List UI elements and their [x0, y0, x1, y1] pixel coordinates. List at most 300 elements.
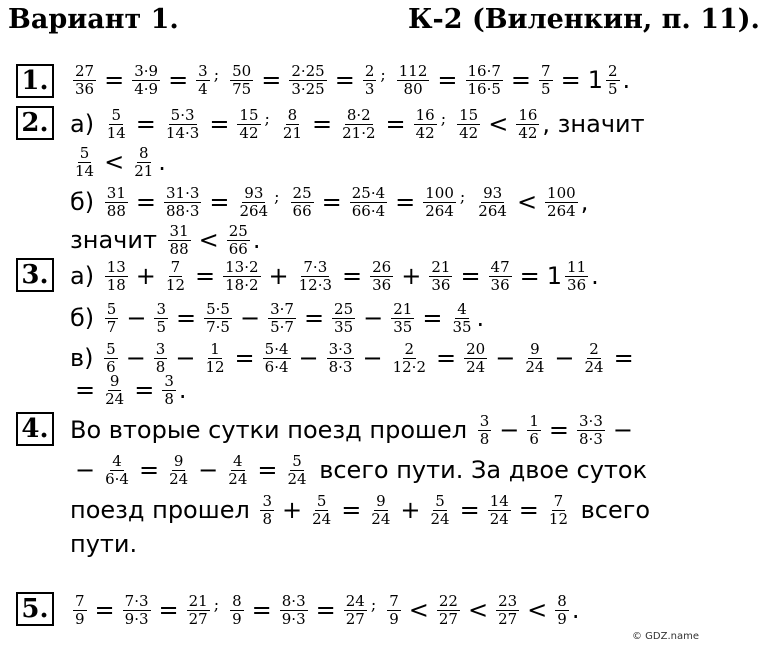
fraction — [370, 257, 393, 294]
fraction — [132, 61, 160, 98]
math-operator: − — [126, 304, 147, 332]
math-operator: = — [176, 304, 197, 332]
watermark: © GDZ.name — [632, 631, 700, 642]
fraction — [196, 61, 210, 98]
fraction — [105, 299, 119, 336]
text-fragment: б) — [70, 188, 102, 216]
numerator: 11 — [567, 257, 587, 276]
denominator: 24 — [584, 357, 604, 376]
text-fragment: . — [252, 226, 261, 254]
denominator: 264 — [425, 201, 454, 220]
math-operator: − — [198, 456, 219, 484]
fraction — [391, 299, 414, 336]
fraction — [223, 257, 260, 294]
numerator: 2 — [589, 339, 599, 358]
denominator: 7·5 — [206, 317, 230, 336]
fraction — [327, 339, 355, 376]
fraction — [167, 451, 190, 488]
text-fragment: . — [622, 66, 631, 94]
numerator: 5·4 — [264, 339, 289, 358]
numerator: 2 — [607, 61, 618, 80]
numerator: 1 — [210, 339, 220, 358]
numerator: 8 — [138, 143, 149, 162]
math-operator: = — [257, 456, 278, 484]
numerator: 3·3 — [579, 411, 603, 430]
denominator: 12·3 — [298, 275, 333, 294]
math-operator: = — [560, 66, 581, 94]
fraction — [363, 61, 377, 98]
fraction — [397, 61, 430, 98]
math-operator: = — [395, 188, 416, 216]
fraction — [268, 299, 296, 336]
fraction — [478, 411, 492, 448]
text-fragment: всего пути. За двое суток — [311, 456, 648, 484]
numerator: 22 — [438, 591, 458, 610]
denominator: 36 — [431, 275, 451, 294]
fraction — [387, 591, 401, 628]
fraction — [123, 591, 151, 628]
separator: ; — [370, 594, 377, 614]
math-operator: − — [125, 344, 146, 372]
fraction — [457, 105, 480, 142]
numerator: 31 — [169, 221, 189, 240]
denominator: 42 — [415, 123, 435, 142]
denominator: 3·25 — [291, 79, 325, 98]
denominator: 264 — [239, 201, 269, 220]
numerator: 5 — [106, 299, 117, 318]
math-operator: = — [436, 344, 457, 372]
fraction — [204, 299, 232, 336]
fraction — [103, 451, 131, 488]
denominator: 8·3 — [579, 429, 603, 448]
denominator: 42 — [518, 123, 538, 142]
fraction — [227, 221, 250, 258]
fraction — [168, 221, 191, 258]
numerator: 20 — [466, 339, 486, 358]
fraction — [164, 105, 201, 142]
numerator: 7 — [389, 591, 399, 610]
numerator: 5 — [316, 491, 327, 510]
math-operator: < — [198, 226, 219, 254]
denominator: 24 — [525, 357, 545, 376]
fraction — [105, 105, 128, 142]
denominator: 9 — [232, 609, 242, 628]
denominator: 35 — [452, 317, 472, 336]
numerator: 3 — [262, 491, 272, 510]
fraction — [162, 371, 176, 408]
fraction — [73, 591, 87, 628]
numerator: 5·3 — [170, 105, 195, 124]
fraction — [226, 451, 249, 488]
math-operator: = — [342, 262, 363, 290]
math-line — [70, 298, 484, 338]
fraction — [369, 491, 392, 528]
text-fragment: , — [580, 188, 589, 216]
denominator: 9 — [557, 609, 567, 628]
problem-4-number: 4. — [16, 412, 54, 446]
fraction — [73, 61, 96, 98]
math-operator: = — [234, 344, 255, 372]
denominator: 9·3 — [281, 609, 306, 628]
math-operator: = — [548, 416, 570, 444]
denominator: 12 — [548, 509, 568, 528]
denominator: 35 — [393, 317, 413, 336]
fraction — [555, 591, 569, 628]
denominator: 3 — [364, 79, 375, 98]
math-operator: = — [209, 110, 230, 138]
numerator: 1 — [529, 411, 539, 430]
math-operator: − — [298, 344, 319, 372]
math-line — [70, 142, 166, 182]
denominator: 5 — [607, 79, 618, 98]
numerator: 3 — [156, 299, 166, 318]
math-operator: = — [261, 66, 282, 94]
fraction — [105, 257, 128, 294]
fraction — [263, 339, 291, 376]
math-operator: − — [499, 416, 520, 444]
fraction — [238, 183, 271, 220]
math-line — [70, 524, 137, 564]
text-fragment: б) — [70, 304, 102, 332]
math-operator: = — [315, 596, 336, 624]
fraction — [539, 61, 553, 98]
text-fragment: , значит — [542, 110, 645, 138]
numerator: 16 — [518, 105, 538, 124]
denominator: 7 — [106, 317, 117, 336]
math-operator: − — [612, 416, 633, 444]
fraction — [260, 491, 274, 528]
problem-5-number: 5. — [16, 592, 54, 626]
math-operator: = — [510, 66, 532, 94]
math-operator: < — [104, 148, 125, 176]
numerator: 9 — [109, 371, 120, 390]
fraction — [429, 491, 452, 528]
math-line — [70, 220, 260, 260]
denominator: 12 — [165, 275, 185, 294]
denominator: 42 — [459, 123, 479, 142]
numerator: 93 — [483, 183, 503, 202]
numerator: 21 — [188, 591, 208, 610]
fraction — [310, 491, 333, 528]
denominator: 16·5 — [467, 79, 501, 98]
text-fragment: а) — [70, 262, 102, 290]
numerator: 93 — [244, 183, 264, 202]
text-fragment: пути. — [70, 530, 138, 558]
fraction — [154, 299, 168, 336]
fraction — [203, 339, 226, 376]
numerator: 23 — [498, 591, 518, 610]
denominator: 21·2 — [342, 123, 376, 142]
math-operator: = — [459, 496, 480, 524]
fraction — [164, 183, 201, 220]
fraction — [297, 257, 334, 294]
numerator: 4 — [233, 451, 243, 470]
denominator: 36 — [567, 275, 587, 294]
denominator: 6 — [106, 357, 116, 376]
math-operator: = — [518, 496, 539, 524]
denominator: 264 — [478, 201, 507, 220]
math-operator: − — [495, 344, 516, 372]
fraction — [237, 105, 260, 142]
fraction — [489, 257, 512, 294]
math-operator: − — [362, 344, 383, 372]
numerator: 27 — [75, 61, 95, 80]
fraction — [527, 411, 541, 448]
denominator: 6·4 — [105, 469, 129, 488]
numerator: 3 — [164, 371, 174, 390]
numerator: 31 — [106, 183, 126, 202]
text-fragment: . — [178, 376, 187, 404]
problem-2-number: 2. — [16, 106, 54, 140]
page-title: К-2 (Виленкин, п. 11). — [408, 4, 760, 35]
denominator: 264 — [547, 201, 576, 220]
numerator: 7 — [553, 491, 564, 510]
denominator: 24 — [228, 469, 248, 488]
numerator: 5 — [292, 451, 302, 470]
fraction — [577, 411, 605, 448]
numerator: 26 — [372, 257, 392, 276]
denominator: 24 — [489, 509, 509, 528]
math-operator: < — [488, 110, 509, 138]
math-operator: = — [94, 596, 115, 624]
separator: ; — [274, 186, 280, 206]
separator: ; — [380, 64, 386, 84]
math-operator: + — [281, 496, 303, 524]
numerator: 2 — [404, 339, 415, 358]
math-operator: < — [516, 188, 538, 216]
math-operator: = — [437, 66, 458, 94]
numerator: 7 — [75, 591, 85, 610]
math-operator: = — [519, 262, 540, 290]
math-line — [70, 590, 579, 630]
fraction — [132, 143, 155, 180]
denominator: 36 — [490, 275, 510, 294]
numerator: 2·25 — [291, 61, 325, 80]
denominator: 88 — [169, 239, 189, 258]
text-fragment: а) — [70, 110, 102, 138]
denominator: 5 — [541, 79, 551, 98]
math-operator: − — [175, 344, 196, 372]
denominator: 24 — [430, 509, 450, 528]
denominator: 5·7 — [270, 317, 294, 336]
whole-number: 1 — [546, 262, 563, 290]
numerator: 14 — [489, 491, 509, 510]
denominator: 18·2 — [225, 275, 259, 294]
numerator: 3·9 — [134, 61, 159, 80]
math-operator: − — [239, 304, 261, 332]
denominator: 5 — [156, 317, 166, 336]
fraction — [476, 183, 509, 220]
math-operator: = — [251, 596, 272, 624]
fraction — [516, 105, 539, 142]
denominator: 24 — [312, 509, 332, 528]
denominator: 8 — [164, 389, 174, 408]
math-operator: = — [135, 188, 156, 216]
numerator: 13·2 — [225, 257, 259, 276]
denominator: 21 — [282, 123, 302, 142]
math-operator: = — [312, 110, 333, 138]
numerator: 8·3 — [281, 591, 306, 610]
math-line — [70, 104, 645, 144]
problem-1-number: 1. — [16, 64, 54, 98]
numerator: 8 — [232, 591, 242, 610]
denominator: 4·9 — [134, 79, 159, 98]
math-operator: = — [209, 188, 230, 216]
fraction — [230, 61, 253, 98]
denominator: 24 — [105, 389, 125, 408]
fraction — [187, 591, 210, 628]
denominator: 9 — [75, 609, 85, 628]
denominator: 35 — [334, 317, 354, 336]
numerator: 7·3 — [303, 257, 328, 276]
numerator: 5·5 — [206, 299, 230, 318]
numerator: 5 — [79, 143, 90, 162]
fraction — [437, 591, 460, 628]
fraction — [281, 105, 304, 142]
math-operator: = — [385, 110, 406, 138]
variant-title: Вариант 1. — [8, 4, 179, 35]
numerator: 9 — [376, 491, 386, 510]
denominator: 66 — [228, 239, 248, 258]
fraction — [280, 591, 308, 628]
math-operator: + — [401, 262, 422, 290]
denominator: 36 — [372, 275, 392, 294]
numerator: 9 — [173, 451, 184, 470]
math-operator: = — [134, 376, 155, 404]
numerator: 25 — [334, 299, 354, 318]
whole-number: 1 — [587, 66, 603, 94]
fraction — [289, 61, 326, 98]
numerator: 25·4 — [351, 183, 386, 202]
denominator: 14 — [106, 123, 126, 142]
fraction — [423, 183, 456, 220]
separator: ; — [459, 186, 466, 206]
math-line — [70, 410, 638, 450]
text-fragment: . — [591, 262, 599, 290]
denominator: 80 — [403, 79, 423, 98]
numerator: 24 — [345, 591, 365, 610]
fraction — [606, 61, 620, 98]
numerator: 7 — [170, 257, 181, 276]
fraction — [565, 257, 588, 294]
denominator: 8 — [479, 429, 490, 448]
text-fragment: . — [476, 304, 485, 332]
numerator: 5 — [106, 339, 116, 358]
math-operator: = — [303, 304, 325, 332]
fraction — [291, 183, 314, 220]
numerator: 100 — [425, 183, 454, 202]
math-operator: < — [467, 596, 489, 624]
fraction — [340, 105, 377, 142]
fraction — [547, 491, 570, 528]
fraction — [103, 371, 126, 408]
numerator: 9 — [530, 339, 540, 358]
text-fragment: поезд прошел — [70, 496, 258, 524]
denominator: 88·3 — [166, 201, 200, 220]
fraction — [545, 183, 578, 220]
fraction — [230, 591, 244, 628]
math-operator: = — [138, 456, 160, 484]
fraction — [350, 183, 387, 220]
numerator: 3·3 — [328, 339, 353, 358]
denominator: 27 — [498, 609, 518, 628]
numerator: 8 — [557, 591, 567, 610]
math-line — [70, 370, 187, 410]
problem-3-number: 3. — [16, 258, 54, 292]
denominator: 6 — [529, 429, 539, 448]
math-operator: = — [613, 344, 634, 372]
fraction — [466, 61, 503, 98]
math-operator: < — [527, 596, 548, 624]
denominator: 8 — [262, 509, 272, 528]
denominator: 24 — [466, 357, 486, 376]
denominator: 18 — [106, 275, 126, 294]
fraction — [344, 591, 367, 628]
numerator: 100 — [547, 183, 576, 202]
fraction — [496, 591, 519, 628]
math-operator: − — [75, 456, 96, 484]
fraction — [105, 183, 128, 220]
separator: ; — [213, 64, 220, 84]
math-operator: = — [334, 66, 355, 94]
fraction — [429, 257, 452, 294]
math-line — [70, 60, 630, 100]
numerator: 47 — [490, 257, 510, 276]
separator: ; — [213, 594, 220, 614]
fraction — [523, 339, 546, 376]
math-operator: = — [195, 262, 216, 290]
numerator: 2 — [364, 61, 375, 80]
denominator: 42 — [239, 123, 259, 142]
math-operator: = — [158, 596, 179, 624]
denominator: 4 — [198, 79, 208, 98]
numerator: 7 — [541, 61, 551, 80]
math-operator: = — [341, 496, 362, 524]
denominator: 66 — [292, 201, 312, 220]
numerator: 112 — [398, 61, 428, 80]
numerator: 21 — [431, 257, 451, 276]
denominator: 6·4 — [264, 357, 289, 376]
numerator: 4 — [112, 451, 122, 470]
numerator: 8 — [287, 105, 298, 124]
fraction — [464, 339, 487, 376]
fraction — [391, 339, 428, 376]
fraction — [583, 339, 606, 376]
numerator: 25 — [292, 183, 312, 202]
denominator: 12·2 — [392, 357, 426, 376]
denominator: 9·3 — [124, 609, 149, 628]
denominator: 12 — [205, 357, 225, 376]
fraction — [73, 143, 96, 180]
math-operator: + — [268, 262, 289, 290]
numerator: 16 — [415, 105, 435, 124]
numerator: 5 — [111, 105, 122, 124]
numerator: 21 — [393, 299, 413, 318]
numerator: 3 — [155, 339, 166, 358]
math-operator: = — [460, 262, 481, 290]
text-fragment: Во вторые сутки поезд прошел — [70, 416, 475, 444]
numerator: 50 — [232, 61, 252, 80]
numerator: 3 — [198, 61, 208, 80]
denominator: 27 — [188, 609, 208, 628]
math-operator: = — [135, 110, 156, 138]
denominator: 14·3 — [165, 123, 200, 142]
math-operator: = — [321, 188, 342, 216]
numerator: 5 — [435, 491, 445, 510]
denominator: 36 — [75, 79, 95, 98]
math-operator: = — [422, 304, 443, 332]
fraction — [164, 257, 187, 294]
